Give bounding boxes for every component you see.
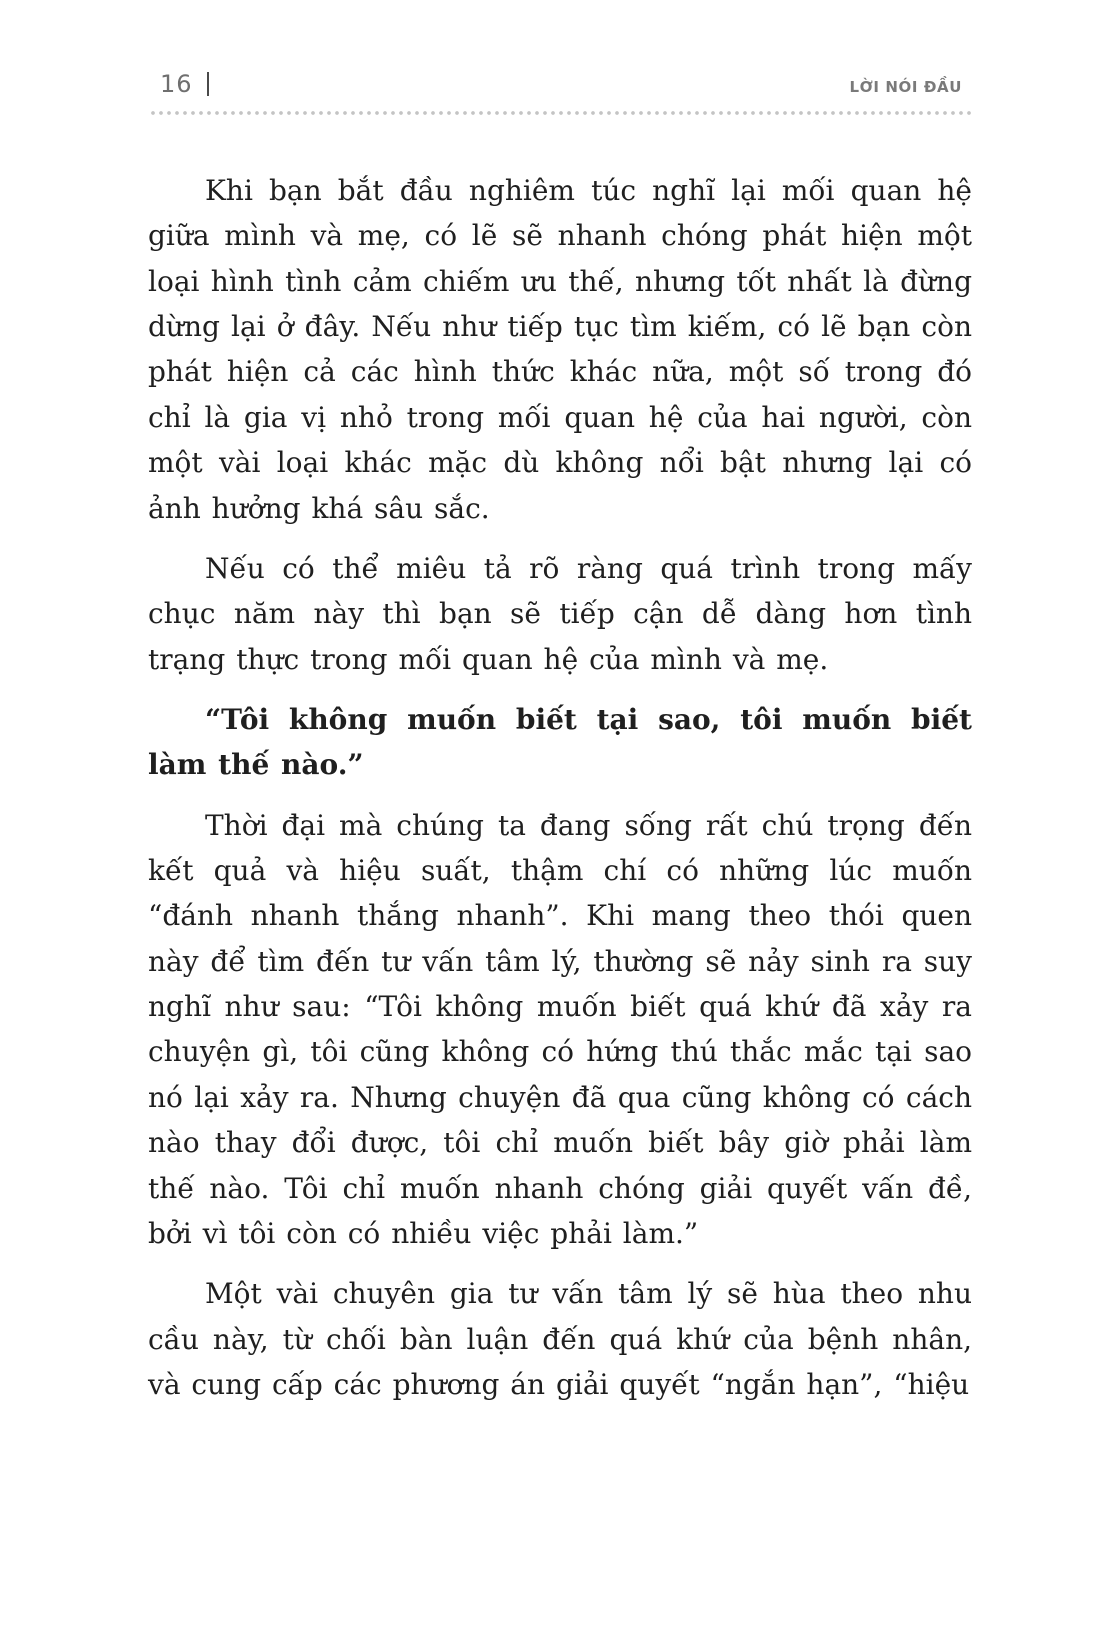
page-number-group: [160, 72, 209, 96]
page-content: [148, 168, 972, 1407]
running-header-title: LỜI NÓI ĐẦU: [849, 78, 962, 96]
paragraph: Một vài chuyên gia tư vấn tâm lý sẽ hùa theo nhu cầu này, từ chối bàn luận đến quá khứ của bệnh nhân, và cung cấp các phương án giải quyết “ngắn hạn”, “hiệu: [148, 1277, 972, 1401]
paragraph: Thời đại mà chúng ta đang sống rất chú trọng đến kết quả và hiệu suất, thậm chí có những lúc muốn “đánh nhanh thắng nhanh”. Khi mang theo thói quen này để tìm đến tư vấn tâm lý, thường sẽ nảy sinh ra suy nghĩ như sau: “Tôi không muốn biết quá khứ đã xảy ra chuyện gì, tôi cũng không có hứng thú thắc mắc tại sao nó lại xảy ra. Nhưng chuyện đã qua cũng không có cách nào thay đổi được, tôi chỉ muốn biết bây giờ phải làm thế nào. Tôi chỉ muốn nhanh chóng giải quyết vấn đề, bởi vì tôi còn có nhiều việc phải làm.”: [148, 808, 972, 1250]
paragraph: Khi bạn bắt đầu nghiêm túc nghĩ lại mối quan hệ giữa mình và mẹ, có lẽ sẽ nhanh chóng phát hiện một loại hình tình cảm chiếm ưu thế, nhưng tốt nhất là đừng dừng lại ở đây. Nếu như tiếp tục tìm kiếm, có lẽ bạn còn phát hiện cả các hình thức khác nữa, một số trong đó chỉ là gia vị nhỏ trong mối quan hệ của hai người, còn một vài loại khác mặc dù không nổi bật nhưng lại có ảnh hưởng khá sâu sắc.: [148, 174, 972, 525]
paragraph-bold-quote: “Tôi không muốn biết tại sao, tôi muốn biết làm thế nào.”: [148, 702, 972, 782]
header-dotted-rule: [150, 110, 972, 116]
page-header: [160, 72, 962, 96]
page-number: 16: [160, 70, 193, 98]
page-number-divider: [207, 72, 209, 96]
paragraph: Nếu có thể miêu tả rõ ràng quá trình trong mấy chục năm này thì bạn sẽ tiếp cận dễ dàng hơn tình trạng thực trong mối quan hệ của mình và mẹ.: [148, 551, 972, 676]
